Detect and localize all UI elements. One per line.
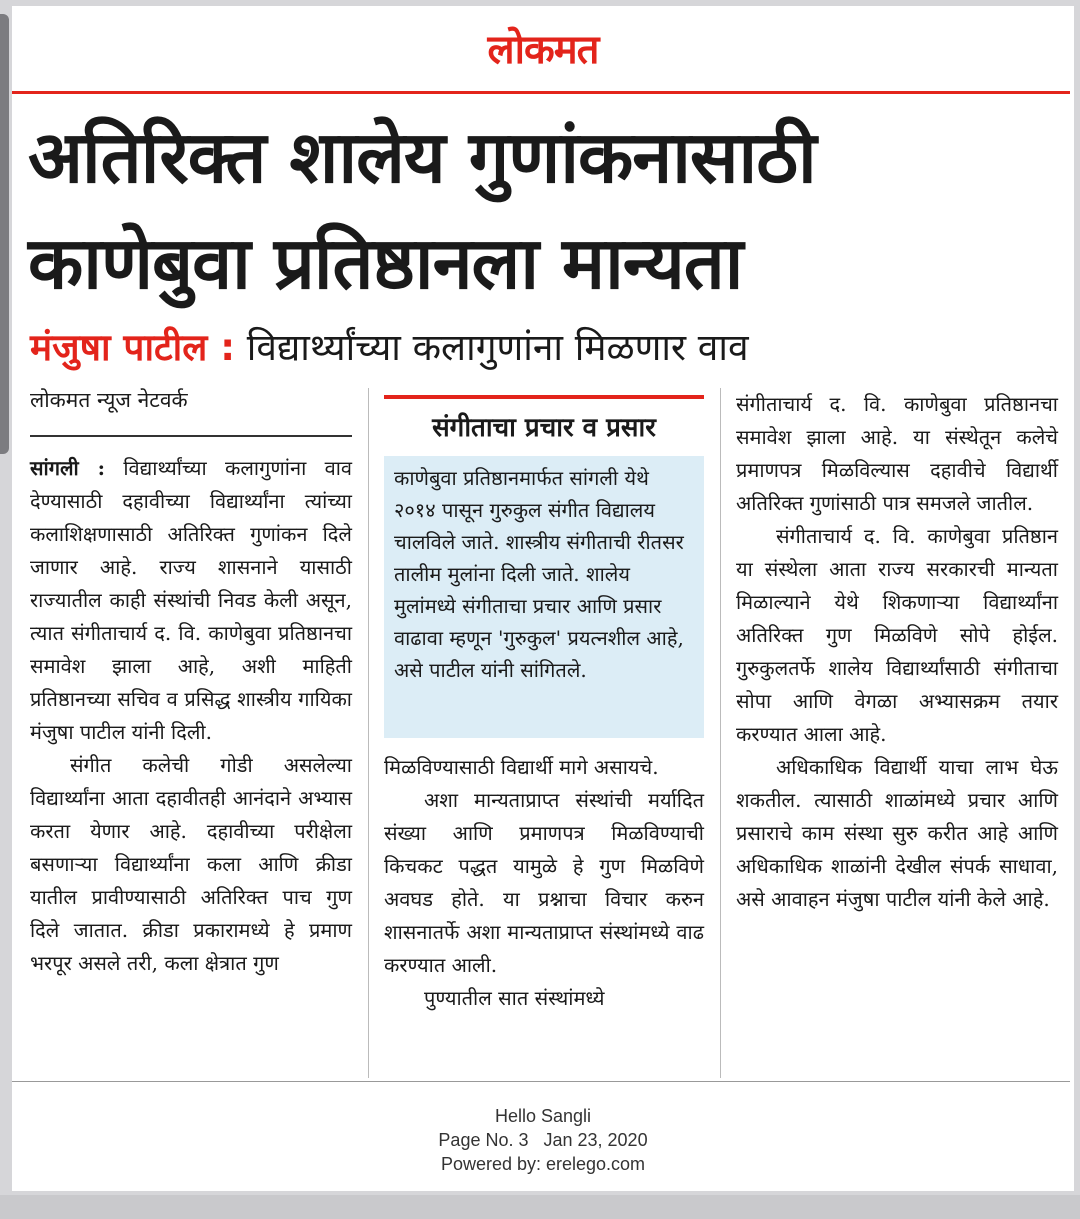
sidebar-box-rule: [384, 395, 704, 399]
subhead-person: मंजुषा पाटील :: [30, 326, 236, 369]
article-column-3: [736, 388, 1058, 916]
headline-line-2: काणेबुवा प्रतिष्ठानला मान्यता: [28, 221, 743, 305]
byline-divider: [30, 435, 352, 437]
headline: [28, 104, 1058, 316]
footer-page-date: Page No. 3 Jan 23, 2020: [438, 1130, 648, 1150]
paragraph: संगीताचार्य द. वि. काणेबुवा प्रतिष्ठानचा समावेश झाला आहे. या संस्थेतून कलेचे प्रमाणपत्र मिळविल्यास दहावीचे विद्यार्थी अतिरिक्त गुणांसाठी पात्र समजले जातील.: [736, 392, 1058, 515]
paragraph: पुण्यातील सात संस्थांमध्ये: [424, 986, 605, 1010]
masthead-rule: [12, 91, 1070, 94]
viewer-bottom-bar: [0, 1195, 1080, 1219]
masthead-logo: लोकमत: [487, 27, 599, 73]
paragraph: सांगली : विद्यार्थ्यांच्या कलागुणांना वाव देण्यासाठी दहावीच्या विद्यार्थ्यांना त्यांच्या कलाशिक्षणासाठी अतिरिक्त गुणांकन दिले जाणार आहे. राज्य शासनाने यासाठी राज्यातील काही संस्थांची निवड केली असून, त्यात संगीताचार्य द. वि. काणेबुवा प्रतिष्ठानचा समावेश झाला आहे, अशी माहिती प्रतिष्ठानच्या सचिव व प्रसिद्ध शास्त्रीय गायिका मंजुषा पाटील यांनी दिली.: [30, 456, 353, 744]
footer-publication: Hello Sangli: [494, 1106, 592, 1126]
sidebar-box-body: काणेबुवा प्रतिष्ठानमार्फत सांगली येथे २०१४ पासून गुरुकुल संगीत विद्यालय चालविले जाते. शास्त्रीय संगीताची रीतसर तालीम मुलांना दिली जाते. शालेय मुलांमध्ये संगीताचा प्रचार आणि प्रसार वाढावा म्हणून 'गुरुकुल' प्रयत्नशील आहे, असे पाटील यांनी सांगितले.: [384, 456, 704, 738]
dateline: सांगली :: [30, 456, 106, 480]
footer: [12, 1104, 1074, 1176]
newspaper-clipping: [12, 6, 1074, 1191]
sidebar-box-title: संगीताचा प्रचार व प्रसार: [432, 413, 656, 443]
scroll-handle[interactable]: [0, 14, 9, 454]
paragraph: अशा मान्यताप्राप्त संस्थांची मर्यादित संख्या आणि प्रमाणपत्र मिळविण्याची किचकट पद्धत यामुळे हे गुण मिळविणे अवघड होते. या प्रश्नाचा विचार करुन शासनातर्फे अशा मान्यताप्राप्त संस्थांमध्ये वाढ करण्यात आली.: [384, 788, 704, 977]
paragraph: संगीताचार्य द. वि. काणेबुवा प्रतिष्ठान या संस्थेला आता राज्य सरकारची मान्यता मिळाल्याने येथे शिकणाऱ्या विद्यार्थ्यांना अतिरिक्त गुण मिळविणे सोपे होईल. गुरुकुलतर्फे शालेय विद्यार्थ्यांसाठी संगीताचा सोपा आणि वेगळा अभ्यासक्रम तयार करण्यात आला आहे.: [736, 524, 1058, 746]
paragraph: संगीत कलेची गोडी असलेल्या विद्यार्थ्यांना आता दहावीतही आनंदाने अभ्यास करता येणार आहे. दहावीच्या परीक्षेला बसणाऱ्या विद्यार्थ्यांना कला आणि क्रीडा यातील प्रावीण्यासाठी अतिरिक्त पाच गुण दिले जातात. क्रीडा प्रकारामध्ये हे प्रमाण भरपूर असले तरी, कला क्षेत्रात गुण: [30, 753, 352, 975]
article-column-2: [384, 751, 704, 1015]
footer-divider: [12, 1081, 1070, 1082]
headline-line-1: अतिरिक्त शालेय गुणांकनासाठी: [28, 115, 816, 199]
column-divider: [720, 388, 721, 1078]
subheadline: [30, 320, 1060, 371]
subhead-text: विद्यार्थ्यांच्या कलागुणांना मिळणार वाव: [235, 326, 749, 369]
column-divider: [368, 388, 369, 1078]
byline: लोकमत न्यूज नेटवर्क: [30, 388, 188, 412]
paragraph: मिळविण्यासाठी विद्यार्थी मागे असायचे.: [384, 755, 659, 779]
article-column-1: [30, 452, 352, 980]
footer-powered-by: Powered by: erelego.com: [440, 1154, 646, 1174]
paragraph: अधिकाधिक विद्यार्थी याचा लाभ घेऊ शकतील. त्यासाठी शाळांमध्ये प्रचार आणि प्रसाराचे काम संस्था सुरु करीत आहे आणि अधिकाधिक शाळांनी देखील संपर्क साधावा, असे आवाहन मंजुषा पाटील यांनी केले आहे.: [736, 755, 1058, 911]
